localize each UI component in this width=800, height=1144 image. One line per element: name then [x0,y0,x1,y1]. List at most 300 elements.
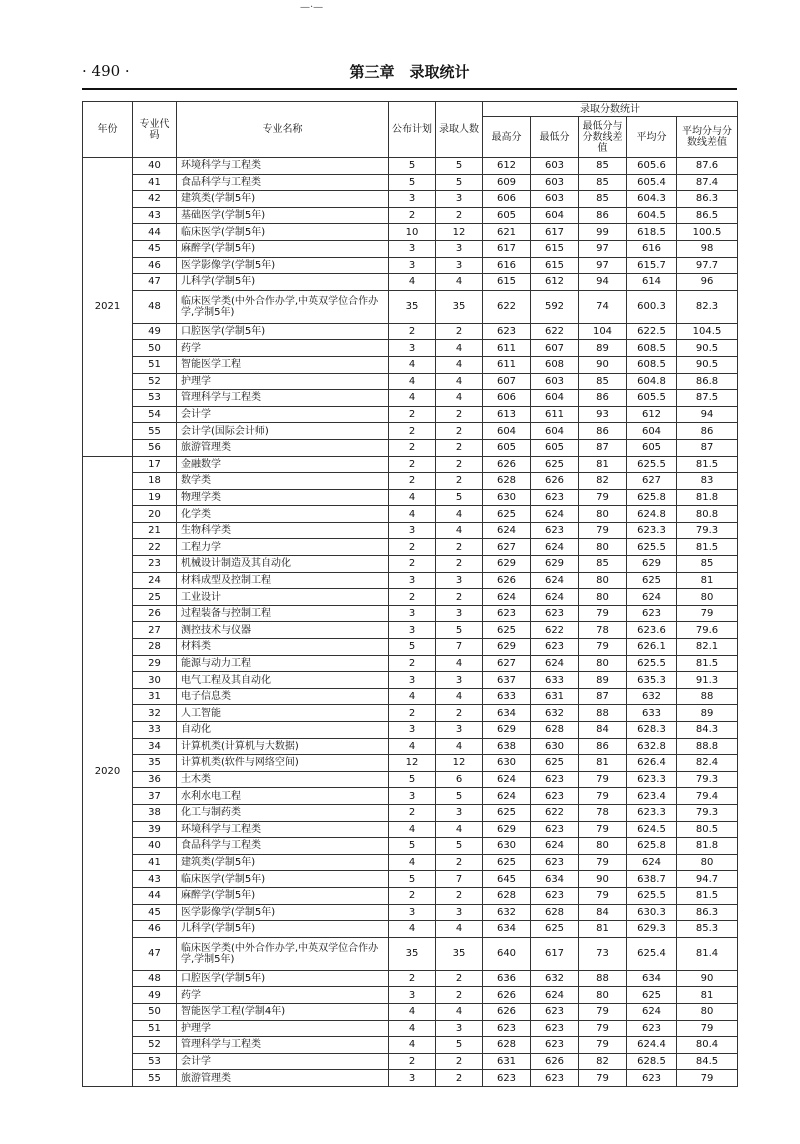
cell-min-diff: 97 [579,257,627,274]
cell-avg: 625.5 [627,655,677,672]
cell-avg: 630.3 [627,904,677,921]
cell-admitted: 5 [436,158,483,175]
cell-admitted: 3 [436,191,483,208]
table-row [83,290,738,323]
cell-max: 633 [483,688,531,705]
cell-admitted: 2 [436,439,483,456]
table-row [83,921,738,938]
cell-code: 43 [133,871,177,888]
cell-name: 生物科学类 [177,522,389,539]
cell-code: 38 [133,804,177,821]
cell-code: 45 [133,904,177,921]
table-row [83,240,738,257]
cell-name: 儿科学(学制5年) [177,274,389,291]
cell-plan: 4 [389,688,436,705]
cell-min-diff: 81 [579,456,627,473]
cell-code: 25 [133,589,177,606]
cell-plan: 2 [389,439,436,456]
cell-min: 626 [531,473,579,490]
cell-name: 工业设计 [177,589,389,606]
cell-code: 39 [133,821,177,838]
table-row [83,522,738,539]
cell-admitted: 2 [436,589,483,606]
cell-max: 622 [483,290,531,323]
cell-plan: 4 [389,489,436,506]
cell-max: 613 [483,406,531,423]
cell-plan: 2 [389,406,436,423]
cell-admitted: 4 [436,356,483,373]
cell-code: 19 [133,489,177,506]
cell-avg-diff: 81.8 [677,489,738,506]
cell-name: 旅游管理类 [177,1070,389,1087]
cell-max: 623 [483,323,531,340]
header-year: 年份 [83,102,133,158]
cell-plan: 2 [389,970,436,987]
cell-code: 50 [133,1003,177,1020]
table-row [83,904,738,921]
cell-max: 621 [483,224,531,241]
cell-avg: 625 [627,572,677,589]
cell-min: 632 [531,705,579,722]
cell-code: 35 [133,755,177,772]
cell-code: 27 [133,622,177,639]
table-row [83,871,738,888]
cell-name: 计算机类(软件与网络空间) [177,755,389,772]
cell-code: 55 [133,423,177,440]
cell-plan: 2 [389,473,436,490]
cell-code: 44 [133,224,177,241]
cell-max: 628 [483,1037,531,1054]
cell-plan: 3 [389,522,436,539]
cell-admitted: 7 [436,871,483,888]
cell-admitted: 4 [436,373,483,390]
top-scan-mark: —·— [300,2,324,13]
cell-avg: 628.3 [627,722,677,739]
cell-avg-diff: 83 [677,473,738,490]
cell-code: 22 [133,539,177,556]
cell-min-diff: 86 [579,423,627,440]
cell-name: 医学影像学(学制5年) [177,904,389,921]
cell-min: 623 [531,788,579,805]
cell-min: 608 [531,356,579,373]
cell-admitted: 5 [436,622,483,639]
table-row [83,373,738,390]
cell-avg: 608.5 [627,340,677,357]
cell-min: 625 [531,755,579,772]
cell-avg-diff: 88 [677,688,738,705]
cell-plan: 2 [389,423,436,440]
cell-avg-diff: 81.5 [677,539,738,556]
cell-min-diff: 80 [579,987,627,1004]
cell-max: 605 [483,439,531,456]
cell-name: 基础医学(学制5年) [177,207,389,224]
cell-avg-diff: 81 [677,572,738,589]
cell-avg: 626.4 [627,755,677,772]
cell-code: 42 [133,191,177,208]
cell-max: 629 [483,722,531,739]
cell-plan: 5 [389,158,436,175]
cell-plan: 4 [389,390,436,407]
table-body [83,158,738,1087]
cell-code: 55 [133,1070,177,1087]
table-row [83,506,738,523]
cell-code: 44 [133,887,177,904]
cell-admitted: 5 [436,838,483,855]
cell-min: 592 [531,290,579,323]
cell-avg-diff: 80.4 [677,1037,738,1054]
cell-min: 622 [531,622,579,639]
cell-name: 会计学(国际会计师) [177,423,389,440]
cell-admitted: 4 [436,688,483,705]
table-row [83,1003,738,1020]
cell-code: 33 [133,722,177,739]
cell-avg: 632.8 [627,738,677,755]
cell-admitted: 4 [436,821,483,838]
cell-min: 623 [531,639,579,656]
cell-min: 629 [531,556,579,573]
cell-avg-diff: 84.5 [677,1053,738,1070]
cell-admitted: 35 [436,937,483,970]
cell-name: 麻醉学(学制5年) [177,887,389,904]
cell-min-diff: 93 [579,406,627,423]
table-row [83,937,738,970]
cell-min-diff: 79 [579,1037,627,1054]
cell-avg-diff: 98 [677,240,738,257]
cell-avg-diff: 88.8 [677,738,738,755]
cell-code: 54 [133,406,177,423]
cell-max: 606 [483,390,531,407]
cell-name: 儿科学(学制5年) [177,921,389,938]
cell-admitted: 2 [436,423,483,440]
cell-min: 622 [531,804,579,821]
cell-min: 632 [531,970,579,987]
cell-min: 623 [531,1020,579,1037]
cell-min-diff: 85 [579,158,627,175]
cell-min: 622 [531,323,579,340]
cell-name: 药学 [177,987,389,1004]
cell-min-diff: 79 [579,788,627,805]
table-row [83,887,738,904]
table-row [83,804,738,821]
cell-admitted: 5 [436,1037,483,1054]
cell-name: 金融数学 [177,456,389,473]
cell-name: 数学类 [177,473,389,490]
cell-min-diff: 82 [579,473,627,490]
table-row [83,274,738,291]
cell-plan: 2 [389,323,436,340]
cell-max: 624 [483,589,531,606]
table-row [83,987,738,1004]
header-score-group: 录取分数统计 [483,102,738,117]
cell-avg: 629.3 [627,921,677,938]
cell-plan: 10 [389,224,436,241]
cell-min-diff: 80 [579,539,627,556]
cell-max: 626 [483,987,531,1004]
cell-avg-diff: 81.5 [677,887,738,904]
cell-plan: 5 [389,838,436,855]
cell-plan: 3 [389,191,436,208]
cell-name: 建筑类(学制5年) [177,191,389,208]
cell-min: 603 [531,174,579,191]
cell-avg: 623 [627,605,677,622]
table-row [83,257,738,274]
cell-avg-diff: 90.5 [677,356,738,373]
cell-plan: 2 [389,705,436,722]
cell-avg-diff: 79.3 [677,771,738,788]
header-avg-diff: 平均分与分数线差值 [677,117,738,158]
cell-admitted: 3 [436,257,483,274]
cell-avg-diff: 87.6 [677,158,738,175]
cell-avg: 628.5 [627,1053,677,1070]
cell-admitted: 2 [436,207,483,224]
cell-admitted: 2 [436,323,483,340]
cell-code: 18 [133,473,177,490]
cell-avg-diff: 79.3 [677,804,738,821]
cell-avg: 625.8 [627,489,677,506]
year-cell: 2021 [83,158,133,457]
cell-admitted: 4 [436,1003,483,1020]
cell-name: 口腔医学(学制5年) [177,323,389,340]
cell-avg: 634 [627,970,677,987]
cell-code: 52 [133,373,177,390]
cell-min: 623 [531,771,579,788]
cell-avg: 618.5 [627,224,677,241]
table-row [83,722,738,739]
cell-min-diff: 85 [579,191,627,208]
cell-max: 634 [483,705,531,722]
cell-avg: 625.5 [627,456,677,473]
cell-admitted: 5 [436,489,483,506]
cell-plan: 3 [389,987,436,1004]
cell-name: 智能医学工程(学制4年) [177,1003,389,1020]
cell-plan: 5 [389,771,436,788]
table-row [83,207,738,224]
cell-avg-diff: 81 [677,987,738,1004]
cell-name: 临床医学(学制5年) [177,224,389,241]
cell-avg: 623.3 [627,522,677,539]
table-row [83,539,738,556]
cell-min-diff: 85 [579,373,627,390]
cell-min-diff: 79 [579,821,627,838]
cell-plan: 3 [389,240,436,257]
cell-min-diff: 88 [579,705,627,722]
cell-max: 630 [483,838,531,855]
cell-plan: 4 [389,921,436,938]
cell-avg: 605.4 [627,174,677,191]
cell-name: 材料类 [177,639,389,656]
cell-name: 材料成型及控制工程 [177,572,389,589]
cell-code: 52 [133,1037,177,1054]
cell-admitted: 2 [436,887,483,904]
cell-max: 630 [483,755,531,772]
cell-code: 23 [133,556,177,573]
chapter-title: 第三章 录取统计 [349,63,470,81]
cell-code: 37 [133,788,177,805]
table-row [83,622,738,639]
cell-avg-diff: 81.4 [677,937,738,970]
cell-avg: 612 [627,406,677,423]
cell-max: 638 [483,738,531,755]
cell-min: 605 [531,439,579,456]
cell-min: 628 [531,722,579,739]
cell-avg: 623.4 [627,788,677,805]
cell-plan: 4 [389,854,436,871]
cell-avg: 616 [627,240,677,257]
cell-min: 603 [531,373,579,390]
cell-max: 626 [483,456,531,473]
cell-min-diff: 90 [579,356,627,373]
cell-admitted: 2 [436,456,483,473]
cell-admitted: 2 [436,406,483,423]
cell-plan: 5 [389,871,436,888]
table-row [83,473,738,490]
cell-plan: 4 [389,1003,436,1020]
cell-min: 624 [531,506,579,523]
cell-max: 628 [483,887,531,904]
cell-code: 20 [133,506,177,523]
cell-plan: 4 [389,356,436,373]
cell-avg: 623.3 [627,804,677,821]
cell-code: 21 [133,522,177,539]
cell-min-diff: 80 [579,589,627,606]
cell-name: 电子信息类 [177,688,389,705]
cell-name: 能源与动力工程 [177,655,389,672]
table-row [83,390,738,407]
cell-avg: 633 [627,705,677,722]
header-avg: 平均分 [627,117,677,158]
cell-max: 627 [483,655,531,672]
cell-code: 34 [133,738,177,755]
cell-avg-diff: 80.8 [677,506,738,523]
cell-avg-diff: 86.3 [677,904,738,921]
cell-avg: 638.7 [627,871,677,888]
cell-plan: 4 [389,1020,436,1037]
cell-avg-diff: 94 [677,406,738,423]
cell-avg: 605 [627,439,677,456]
cell-avg: 604.3 [627,191,677,208]
cell-avg: 624.5 [627,821,677,838]
cell-max: 634 [483,921,531,938]
page-header [82,58,737,86]
cell-code: 45 [133,240,177,257]
cell-min: 623 [531,1037,579,1054]
cell-min-diff: 87 [579,688,627,705]
cell-name: 人工智能 [177,705,389,722]
cell-min-diff: 89 [579,672,627,689]
cell-code: 41 [133,174,177,191]
cell-name: 麻醉学(学制5年) [177,240,389,257]
cell-min-diff: 79 [579,1020,627,1037]
cell-code: 46 [133,921,177,938]
cell-code: 41 [133,854,177,871]
table-row [83,1037,738,1054]
cell-min: 623 [531,1003,579,1020]
table-header [83,102,738,158]
table-row [83,439,738,456]
cell-max: 609 [483,174,531,191]
cell-avg-diff: 85 [677,556,738,573]
table-row [83,838,738,855]
cell-max: 629 [483,556,531,573]
cell-max: 632 [483,904,531,921]
cell-code: 24 [133,572,177,589]
cell-admitted: 3 [436,672,483,689]
cell-min-diff: 82 [579,1053,627,1070]
year-cell: 2020 [83,456,133,1086]
cell-min: 624 [531,987,579,1004]
cell-name: 旅游管理类 [177,439,389,456]
table-row [83,356,738,373]
cell-admitted: 2 [436,970,483,987]
cell-min: 623 [531,522,579,539]
cell-min: 604 [531,423,579,440]
cell-admitted: 5 [436,788,483,805]
cell-min-diff: 89 [579,340,627,357]
cell-min: 603 [531,158,579,175]
cell-avg-diff: 79.4 [677,788,738,805]
page-number: · 490 · [82,62,130,80]
cell-max: 629 [483,639,531,656]
cell-code: 56 [133,439,177,456]
cell-name: 临床医学类(中外合作办学,中英双学位合作办学,学制5年) [177,290,389,323]
cell-avg-diff: 104.5 [677,323,738,340]
cell-code: 49 [133,987,177,1004]
cell-avg: 605.6 [627,158,677,175]
table-row [83,705,738,722]
cell-min-diff: 85 [579,174,627,191]
cell-min-diff: 79 [579,522,627,539]
cell-max: 624 [483,522,531,539]
cell-plan: 12 [389,755,436,772]
cell-admitted: 12 [436,224,483,241]
cell-name: 环境科学与工程类 [177,158,389,175]
cell-code: 36 [133,771,177,788]
cell-admitted: 4 [436,522,483,539]
cell-avg: 605.5 [627,390,677,407]
cell-plan: 3 [389,672,436,689]
cell-admitted: 35 [436,290,483,323]
cell-min: 604 [531,207,579,224]
cell-name: 过程装备与控制工程 [177,605,389,622]
cell-avg: 627 [627,473,677,490]
cell-min: 624 [531,572,579,589]
cell-avg-diff: 80 [677,589,738,606]
cell-code: 47 [133,937,177,970]
cell-min-diff: 87 [579,439,627,456]
cell-name: 护理学 [177,1020,389,1037]
cell-admitted: 2 [436,987,483,1004]
cell-plan: 3 [389,722,436,739]
cell-code: 48 [133,970,177,987]
table-row [83,738,738,755]
cell-min-diff: 79 [579,854,627,871]
cell-admitted: 4 [436,390,483,407]
table-row [83,1020,738,1037]
cell-avg: 625.5 [627,539,677,556]
cell-admitted: 3 [436,1020,483,1037]
cell-min: 623 [531,489,579,506]
cell-plan: 2 [389,1053,436,1070]
cell-plan: 4 [389,274,436,291]
cell-name: 建筑类(学制5年) [177,854,389,871]
cell-plan: 5 [389,639,436,656]
cell-admitted: 2 [436,556,483,573]
cell-name: 临床医学类(中外合作办学,中英双学位合作办学,学制5年) [177,937,389,970]
cell-avg-diff: 86 [677,423,738,440]
cell-plan: 4 [389,821,436,838]
cell-plan: 5 [389,174,436,191]
cell-avg: 624.8 [627,506,677,523]
